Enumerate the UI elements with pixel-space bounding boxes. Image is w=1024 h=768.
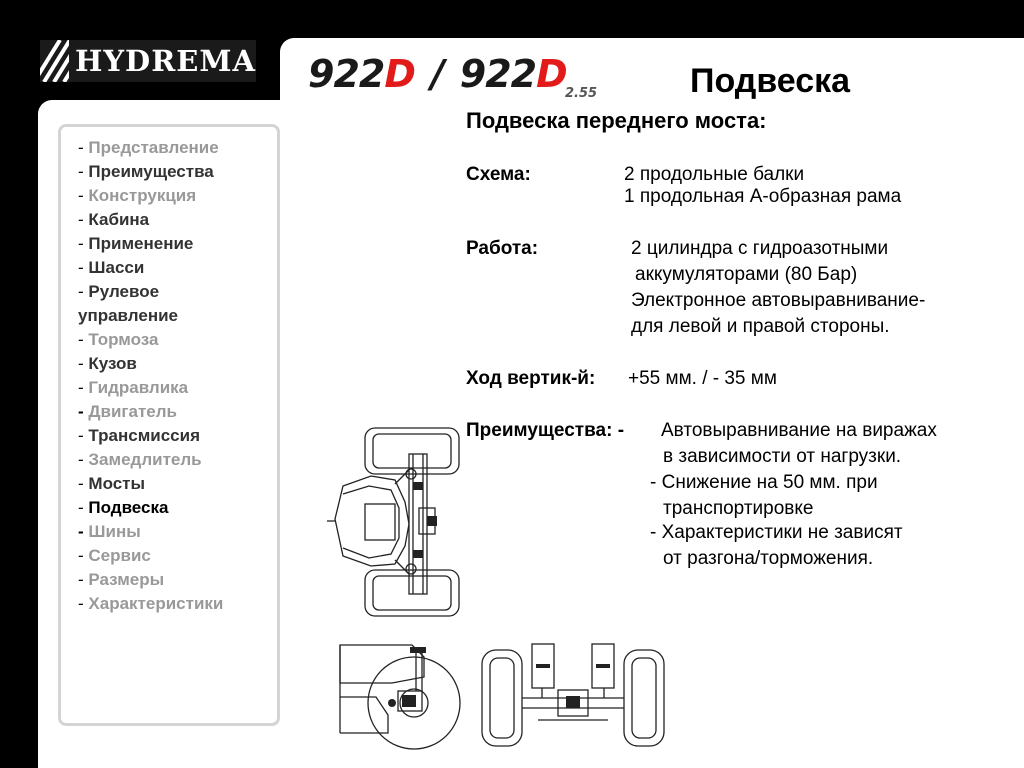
- nav-item-suspension[interactable]: - Подвеска: [78, 498, 169, 517]
- work-label: Работа:: [466, 238, 539, 259]
- sidebar-nav: [78, 136, 278, 616]
- page-title: Подвеска: [690, 62, 851, 100]
- travel-label: Ход вертик-й:: [466, 368, 596, 389]
- logo-text: HYDREMA: [74, 44, 256, 78]
- scheme-line-1: 2 продольные балки: [624, 164, 805, 185]
- model-a-number: 922: [308, 52, 385, 96]
- nav-item-chassis[interactable]: - Шасси: [78, 258, 145, 277]
- hydrema-logo: [40, 40, 256, 82]
- nav-item-axles[interactable]: - Мосты: [78, 474, 146, 493]
- nav-item-intro[interactable]: - Представление: [78, 138, 219, 157]
- nav-item-retarder[interactable]: - Замедлитель: [78, 450, 202, 469]
- model-a-suffix: D: [384, 52, 415, 96]
- suspension-side-view-drawing: [332, 637, 462, 752]
- scheme-label: Схема:: [466, 164, 531, 185]
- advantages-line-4: транспортировке: [663, 498, 814, 519]
- page-subtitle: Подвеска переднего моста:: [466, 108, 767, 133]
- advantages-label: Преимущества: -: [466, 420, 625, 441]
- nav-item-construction[interactable]: - Конструкция: [78, 186, 197, 205]
- advantages-line-2: в зависимости от нагрузки.: [663, 446, 902, 467]
- work-line-4: для левой и правой стороны.: [631, 316, 890, 337]
- work-line-3: Электронное автовыравнивание-: [631, 290, 926, 311]
- nav-item-cabin[interactable]: - Кабина: [78, 210, 150, 229]
- nav-item-hydraulics[interactable]: - Гидравлика: [78, 378, 189, 397]
- nav-item-advantages[interactable]: - Преимущества: [78, 162, 214, 181]
- advantages-line-3: - Снижение на 50 мм. при: [650, 472, 878, 493]
- work-line-2: аккумуляторами (80 Бар): [635, 264, 858, 285]
- nav-item-steering[interactable]: - Рулевое управление: [78, 282, 178, 325]
- advantages-line-6: от разгона/торможения.: [663, 548, 874, 569]
- nav-item-service[interactable]: - Сервис: [78, 546, 151, 565]
- model-b-suffix: D: [536, 52, 567, 96]
- model-title: [308, 52, 567, 96]
- travel-value: +55 мм. / - 35 мм: [628, 368, 777, 389]
- scheme-line-2: 1 продольная А-образная рама: [624, 186, 902, 207]
- advantages-line-1: Автовыравнивание на виражах: [661, 420, 937, 441]
- nav-item-engine[interactable]: - Двигатель: [78, 402, 177, 421]
- nav-item-brakes[interactable]: - Тормоза: [78, 330, 159, 349]
- model-b-sub: 2.55: [565, 86, 598, 101]
- model-separator: /: [430, 52, 444, 96]
- suspension-top-view-drawing: [325, 424, 465, 619]
- nav-item-body[interactable]: - Кузов: [78, 354, 137, 373]
- nav-item-transmission[interactable]: - Трансмиссия: [78, 426, 201, 445]
- advantages-line-5: - Характеристики не зависят: [650, 522, 903, 543]
- logo-stripes-icon: [40, 40, 69, 82]
- suspension-front-view-drawing: [478, 640, 668, 752]
- nav-item-specifications[interactable]: - Характеристики: [78, 594, 224, 613]
- model-b-number: 922: [459, 52, 537, 96]
- nav-item-application[interactable]: - Применение: [78, 234, 194, 253]
- work-line-1: 2 цилиндра с гидроазотными: [631, 238, 889, 259]
- nav-item-dimensions[interactable]: - Размеры: [78, 570, 165, 589]
- nav-item-tyres[interactable]: - Шины: [78, 522, 141, 541]
